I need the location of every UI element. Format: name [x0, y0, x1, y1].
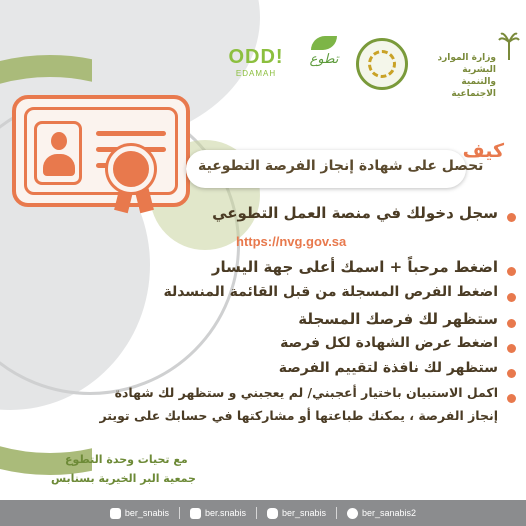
bullet-icon	[507, 394, 516, 403]
charity-emblem-logo	[356, 38, 408, 90]
step-7-continued: إنجاز الفرصة ، يمكنك طباعتها أو مشاركتها في حسابك على تويتر	[99, 408, 498, 423]
instagram-icon	[267, 508, 278, 519]
heading-word: كيف	[462, 140, 504, 162]
step-5: اضغط عرض الشهادة لكل فرصة	[280, 335, 498, 351]
person-head	[51, 132, 67, 150]
instagram-handle: ber_snabis	[281, 508, 327, 518]
tatawa-logo	[300, 36, 348, 82]
bullet-icon	[507, 319, 516, 328]
ministry-line-1: وزارة الموارد البشرية	[437, 53, 496, 75]
step-4: ستظهر لك فرصك المسجلة	[298, 310, 498, 328]
edamah-mark: ODD!	[228, 46, 284, 68]
snapchat-handle: ber_snabis	[124, 508, 169, 518]
emblem-ring	[368, 50, 396, 78]
edamah-name: EDAMAH	[235, 69, 277, 78]
step-2: اضغط مرحباً + اسمك أعلى جهة اليسار	[211, 258, 498, 276]
bullet-icon	[507, 267, 516, 276]
ministry-logo	[418, 30, 522, 99]
step-7: اكمل الاستبيان باختيار أعجبني/ لم يعجبني و ستظهر لك شهادة	[114, 385, 498, 400]
social-snapchat[interactable]	[110, 508, 169, 519]
separator	[179, 507, 180, 519]
certificate-text-line	[96, 131, 166, 136]
platform-url[interactable]: https://nvg.gov.sa	[236, 234, 347, 249]
step-3: اضغط الفرص المسجلة من قبل القائمة المنسدلة	[163, 284, 498, 300]
social-instagram[interactable]	[267, 508, 326, 519]
ministry-line-2: والتنمية الاجتماعية	[451, 77, 496, 99]
facebook-icon	[190, 508, 201, 519]
edamah-logo	[228, 46, 284, 84]
ministry-name	[418, 52, 496, 100]
palm-tree-icon	[498, 30, 520, 60]
person-icon	[34, 121, 82, 185]
award-seal-icon	[108, 146, 154, 192]
footer-organization: جمعية البر الخيرية بسنابس	[51, 472, 196, 485]
social-facebook[interactable]	[190, 508, 246, 519]
bullet-icon	[507, 213, 516, 222]
step-6: ستظهر لك نافذة لتقييم الفرصة	[278, 360, 498, 376]
step-1: سجل دخولك في منصة العمل التطوعي	[212, 204, 498, 222]
twitter-icon	[347, 508, 358, 519]
footer-greeting: مع تحيات وحدة التطوع	[65, 453, 188, 466]
leaf-icon	[311, 36, 337, 50]
social-twitter[interactable]	[347, 508, 416, 519]
tatawa-text: تطوع	[309, 52, 339, 67]
bullet-icon	[507, 344, 516, 353]
facebook-handle: ber.snabis	[204, 508, 246, 518]
heading-subtitle: تحصل على شهادة إنجاز الفرصة التطوعية	[198, 158, 484, 174]
separator	[336, 507, 337, 519]
snapchat-icon	[110, 508, 121, 519]
person-body	[43, 154, 75, 176]
certificate-illustration	[12, 95, 190, 207]
twitter-handle: ber_sanabis2	[362, 508, 417, 518]
social-bar	[0, 500, 526, 526]
separator	[256, 507, 257, 519]
bullet-icon	[507, 293, 516, 302]
bullet-icon	[507, 369, 516, 378]
